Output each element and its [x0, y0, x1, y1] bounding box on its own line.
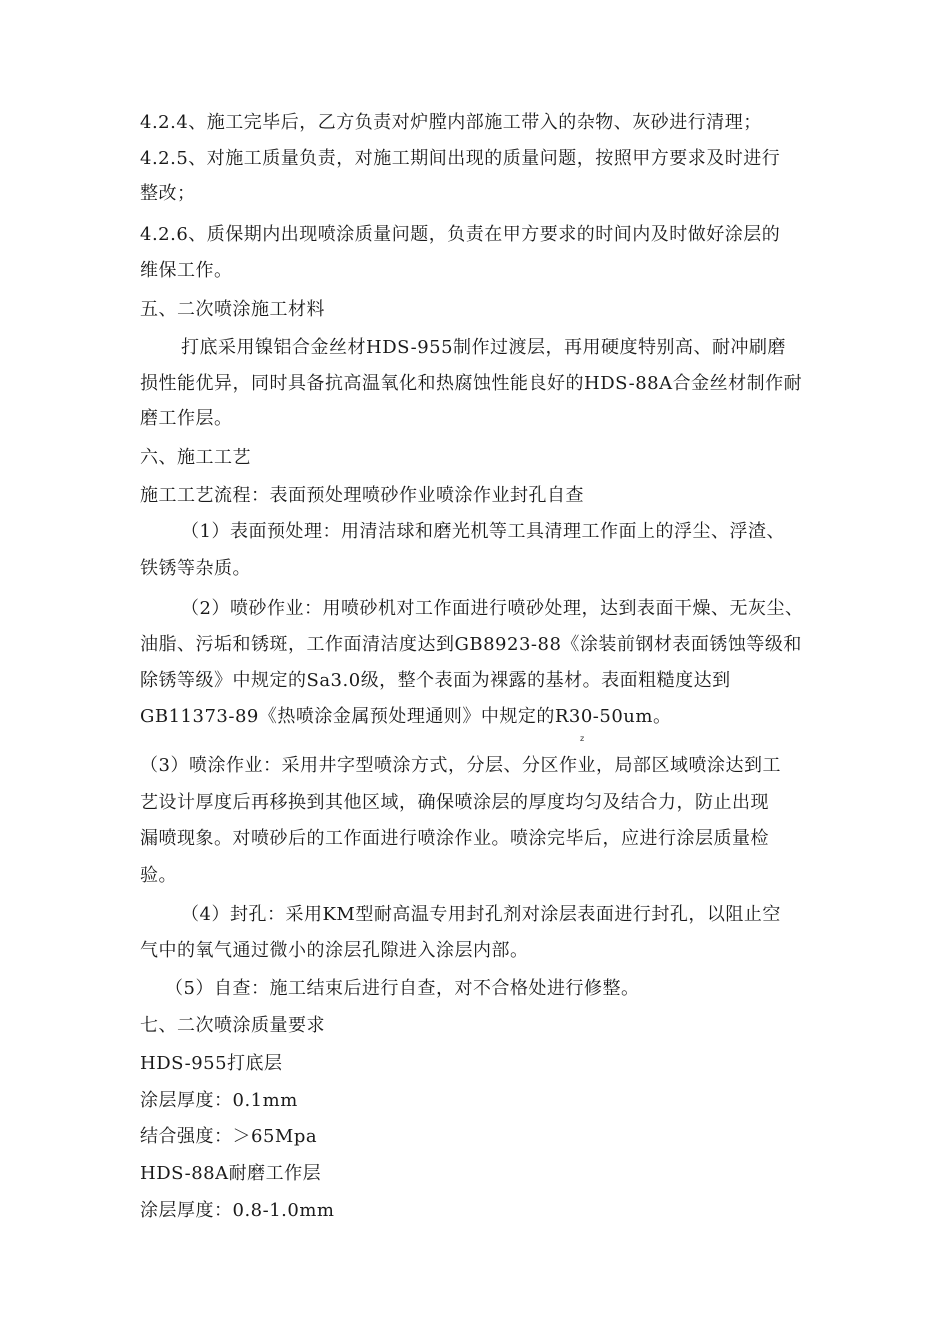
text-line: 除锈等级》中规定的Sa3.0级，整个表面为裸露的基材。表面粗糙度达到	[140, 670, 731, 691]
text-line: （1）表面预处理：用清洁球和磨光机等工具清理工作面上的浮尘、浮渣、	[181, 521, 785, 542]
text-line: 验。	[140, 865, 177, 886]
text-line: 气中的氧气通过微小的涂层孔隙进入涂层内部。	[140, 940, 529, 961]
section-heading: 六、施工工艺	[140, 447, 251, 468]
text-line: （3）喷涂作业：采用井字型喷涂方式，分层、分区作业，局部区域喷涂达到工	[140, 755, 781, 776]
text-line: HDS-88A耐磨工作层	[140, 1163, 322, 1184]
text-line: 铁锈等杂质。	[140, 558, 251, 579]
text-line: 损性能优异，同时具备抗高温氧化和热腐蚀性能良好的HDS-88A合金丝材制作耐	[140, 373, 803, 394]
text-line: 油脂、污垢和锈斑，工作面清洁度达到GB8923-88《涂装前钢材表面锈蚀等级和	[140, 634, 802, 655]
text-line: 涂层厚度：0.8-1.0mm	[140, 1200, 335, 1221]
section-heading: 七、二次喷涂质量要求	[140, 1015, 325, 1036]
text-line: 维保工作。	[140, 260, 233, 281]
text-line: 整改；	[140, 183, 196, 204]
text-line: 4.2.5、对施工质量负责，对施工期间出现的质量问题，按照甲方要求及时进行	[140, 148, 781, 169]
text-line: 磨工作层。	[140, 408, 233, 429]
text-line: （2）喷砂作业：用喷砂机对工作面进行喷砂处理，达到表面干燥、无灰尘、	[181, 598, 804, 619]
text-line: （5）自查：施工结束后进行自查，对不合格处进行修整。	[165, 978, 640, 999]
text-line: 艺设计厚度后再移换到其他区域，确保喷涂层的厚度均匀及结合力，防止出现	[140, 792, 769, 813]
text-line: 4.2.6、质保期内出现喷涂质量问题，负责在甲方要求的时间内及时做好涂层的	[140, 224, 781, 245]
text-line: GB11373-89《热喷涂金属预处理通则》中规定的R30-50um。	[140, 706, 672, 727]
text-line: 打底采用镍铝合金丝材HDS-955制作过渡层，再用硬度特别高、耐冲刷磨	[181, 337, 787, 358]
section-heading: 五、二次喷涂施工材料	[140, 299, 325, 320]
stray-mark: z	[580, 734, 585, 743]
text-line: 施工工艺流程：表面预处理喷砂作业喷涂作业封孔自查	[140, 485, 584, 506]
text-line: 结合强度：＞65Mpa	[140, 1126, 318, 1147]
text-line: 涂层厚度：0.1mm	[140, 1090, 298, 1111]
text-line: 4.2.4、施工完毕后，乙方负责对炉膛内部施工带入的杂物、灰砂进行清理；	[140, 112, 762, 133]
text-line: （4）封孔：采用KM型耐高温专用封孔剂对涂层表面进行封孔，以阻止空	[181, 904, 781, 925]
text-line: 漏喷现象。对喷砂后的工作面进行喷涂作业。喷涂完毕后，应进行涂层质量检	[140, 828, 769, 849]
text-line: HDS-955打底层	[140, 1053, 283, 1074]
